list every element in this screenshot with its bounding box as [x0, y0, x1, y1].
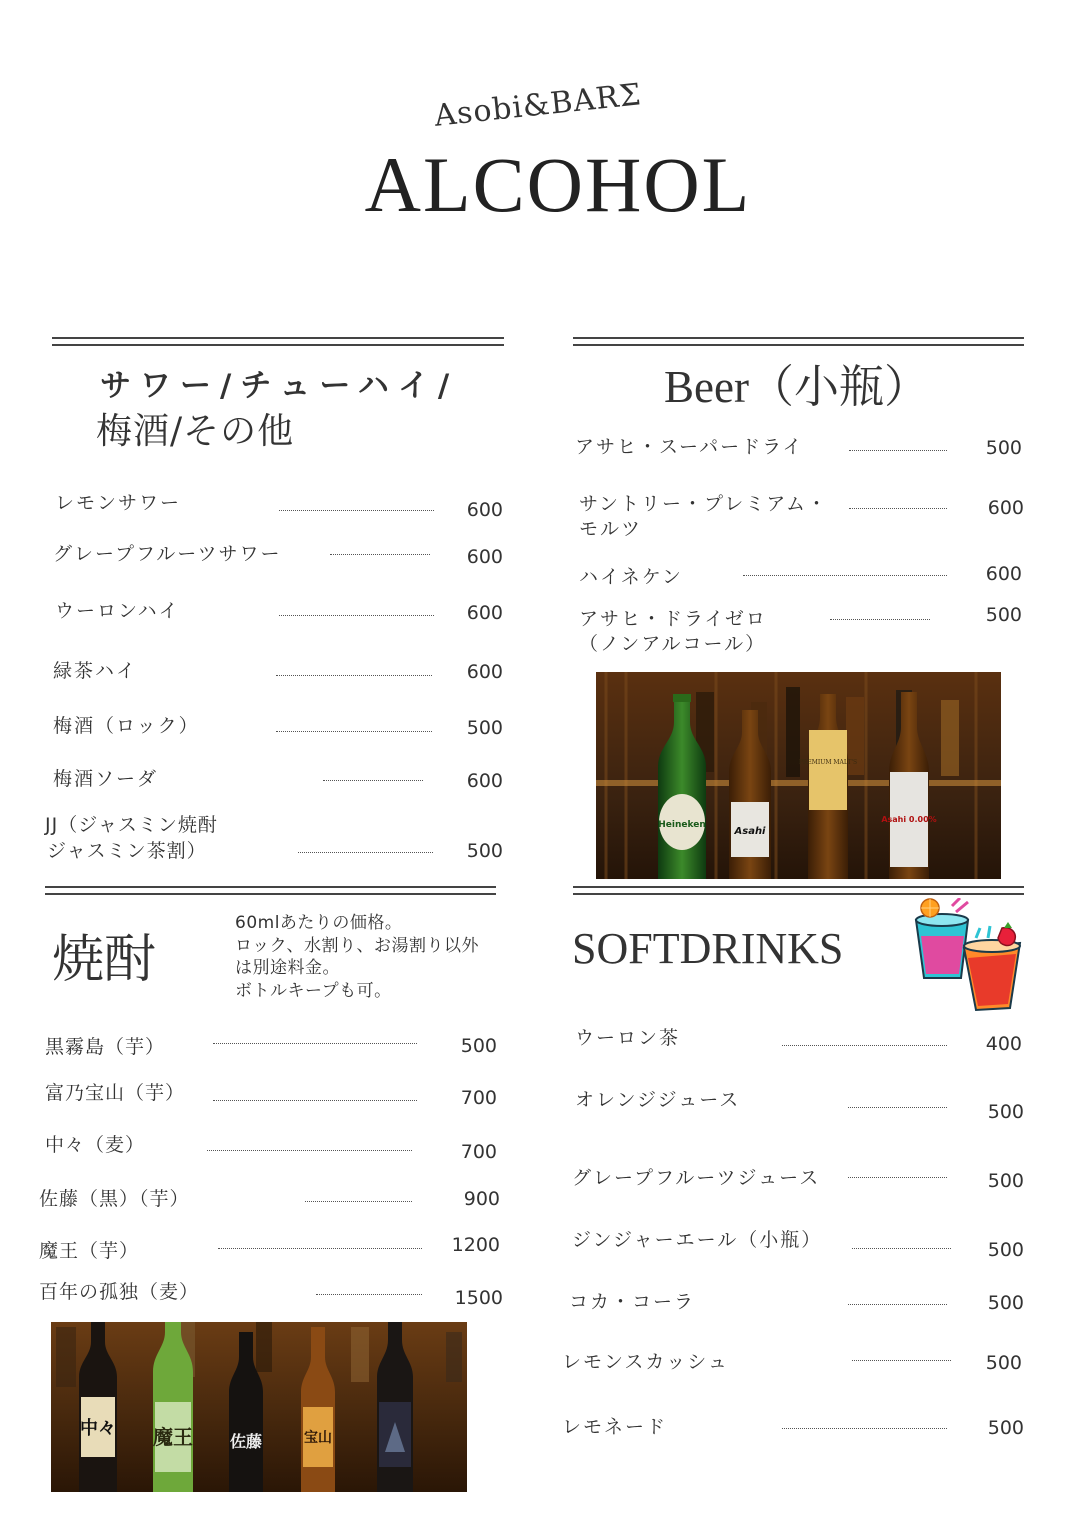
menu-item-name: ジンジャーエール（小瓶） [572, 1229, 823, 1251]
menu-item-name: 黒霧島（芋） [45, 1036, 166, 1058]
dotted-leader [213, 1043, 417, 1044]
menu-item-name: JJ（ジャスミン焼酎 [45, 814, 218, 836]
menu-item-price: 700 [460, 1141, 497, 1163]
cocktail-glasses-icon [906, 898, 1028, 1018]
menu-item-name: ウーロン茶 [575, 1027, 681, 1049]
menu-item-name: レモンサワー [55, 492, 182, 514]
menu-item-name: ジャスミン茶割） [47, 840, 207, 862]
menu-item-name: 百年の孤独（麦） [39, 1281, 200, 1303]
menu-item-name: アサヒ・ドライゼロ [579, 608, 767, 630]
shochu-price-note [235, 912, 505, 1002]
menu-item-price: 900 [463, 1188, 500, 1210]
bottle-label: 佐藤 [229, 1432, 263, 1451]
menu-item-price: 1200 [451, 1234, 500, 1256]
dotted-leader [849, 508, 947, 509]
section-title-beer: Beer（小瓶） [664, 362, 929, 412]
dotted-leader [323, 780, 423, 781]
dotted-leader [330, 554, 430, 555]
note-line: ボトルキープも可。 [235, 980, 392, 1001]
menu-item-price: 600 [466, 602, 503, 624]
dotted-leader [279, 615, 434, 616]
menu-item-price: 500 [987, 1170, 1024, 1192]
menu-item-price: 500 [985, 604, 1022, 626]
dotted-leader [782, 1428, 947, 1429]
menu-item-name: アサヒ・スーパードライ [575, 436, 804, 458]
dotted-leader [276, 731, 432, 732]
bottle-label: Asahi 0.00% [881, 815, 937, 824]
dotted-leader [207, 1150, 412, 1151]
menu-item-name: コカ・コーラ [569, 1291, 696, 1313]
dotted-leader [213, 1100, 417, 1101]
menu-item-price: 600 [985, 563, 1022, 585]
dotted-leader [848, 1177, 947, 1178]
section-rule [52, 337, 504, 346]
menu-item-name: 富乃宝山（芋） [45, 1082, 186, 1104]
dotted-leader [848, 1107, 947, 1108]
dotted-leader [276, 675, 432, 676]
menu-item-price: 600 [466, 770, 503, 792]
menu-item-name: グレープフルーツサワー [53, 543, 282, 565]
menu-item-price: 500 [460, 1035, 497, 1057]
section-rule [573, 337, 1024, 346]
menu-item-price: 500 [985, 437, 1022, 459]
bottle-label: Asahi [734, 826, 766, 837]
menu-item-price: 600 [466, 499, 503, 521]
menu-item-name: 魔王（芋） [39, 1240, 140, 1262]
menu-item-name: レモネード [562, 1416, 668, 1438]
shochu-bottles-photo [51, 1322, 467, 1492]
dotted-leader [852, 1248, 951, 1249]
menu-item-price: 400 [985, 1033, 1022, 1055]
menu-item-name: 中々（麦） [45, 1134, 146, 1156]
menu-item-name: オレンジジュース [575, 1089, 741, 1111]
menu-item-name: ウーロンハイ [55, 600, 180, 622]
menu-item-price: 500 [987, 1292, 1024, 1314]
dotted-leader [782, 1045, 947, 1046]
menu-item-price: 600 [466, 546, 503, 568]
menu-item-name: モルツ [579, 518, 643, 540]
dotted-leader [218, 1248, 422, 1249]
section-title-softdrinks: SOFTDRINKS [572, 924, 844, 973]
dotted-leader [298, 852, 433, 853]
menu-item-price: 500 [985, 1352, 1022, 1374]
bottle-label: PREMIUM MALT'S [798, 759, 858, 766]
menu-item-name: 佐藤（黒）（芋） [39, 1188, 190, 1210]
dotted-leader [743, 575, 947, 576]
dotted-leader [848, 1304, 947, 1305]
bottle-label: 中々 [80, 1418, 116, 1439]
menu-item-name: サントリー・プレミアム・ [579, 493, 828, 515]
page-title: ALCOHOL [364, 141, 752, 228]
dotted-leader [316, 1294, 422, 1295]
note-line: 60mlあたりの価格。 [235, 913, 403, 933]
dotted-leader [279, 510, 434, 511]
menu-item-price: 600 [987, 497, 1024, 519]
menu-item-name: （ノンアルコール） [579, 633, 767, 655]
menu-item-price: 600 [466, 661, 503, 683]
shochu-bottles-illustration [51, 1322, 467, 1492]
note-line: は別途料金。 [235, 958, 340, 978]
brand-logo: Asobi&BARΣ [432, 77, 644, 134]
menu-item-name: 梅酒（ロック） [53, 715, 200, 737]
dotted-leader [830, 619, 930, 620]
note-line: ロック、水割り、お湯割り以外 [235, 935, 479, 956]
menu-item-price: 500 [987, 1239, 1024, 1261]
menu-item-name: 緑茶ハイ [53, 660, 138, 682]
section-title-shochu: 焼酎 [52, 930, 157, 990]
dotted-leader [849, 450, 947, 451]
menu-item-price: 1500 [454, 1287, 503, 1309]
menu-item-name: グレープフルーツジュース [572, 1167, 821, 1189]
bottle-label: 魔王 [153, 1425, 193, 1449]
menu-item-name: レモンスカッシュ [562, 1351, 729, 1373]
menu-item-price: 500 [466, 840, 503, 862]
menu-item-name: 梅酒ソーダ [53, 768, 159, 790]
section-rule [573, 886, 1024, 895]
beer-bottles-photo [596, 672, 1001, 879]
bottle-label: Heineken [658, 820, 706, 830]
menu-item-price: 500 [987, 1417, 1024, 1439]
menu-item-name: ハイネケン [579, 566, 683, 588]
menu-item-price: 500 [466, 717, 503, 739]
dotted-leader [852, 1360, 951, 1361]
beer-bottles-illustration [596, 672, 1001, 879]
section-title-sour-line1: サワー/チューハイ/ [100, 368, 459, 404]
section-rule [45, 886, 496, 895]
section-title-sour-line2: 梅酒/その他 [96, 411, 295, 452]
menu-item-price: 700 [460, 1087, 497, 1109]
dotted-leader [305, 1201, 412, 1202]
bottle-label: 宝山 [304, 1430, 332, 1446]
menu-item-price: 500 [987, 1101, 1024, 1123]
